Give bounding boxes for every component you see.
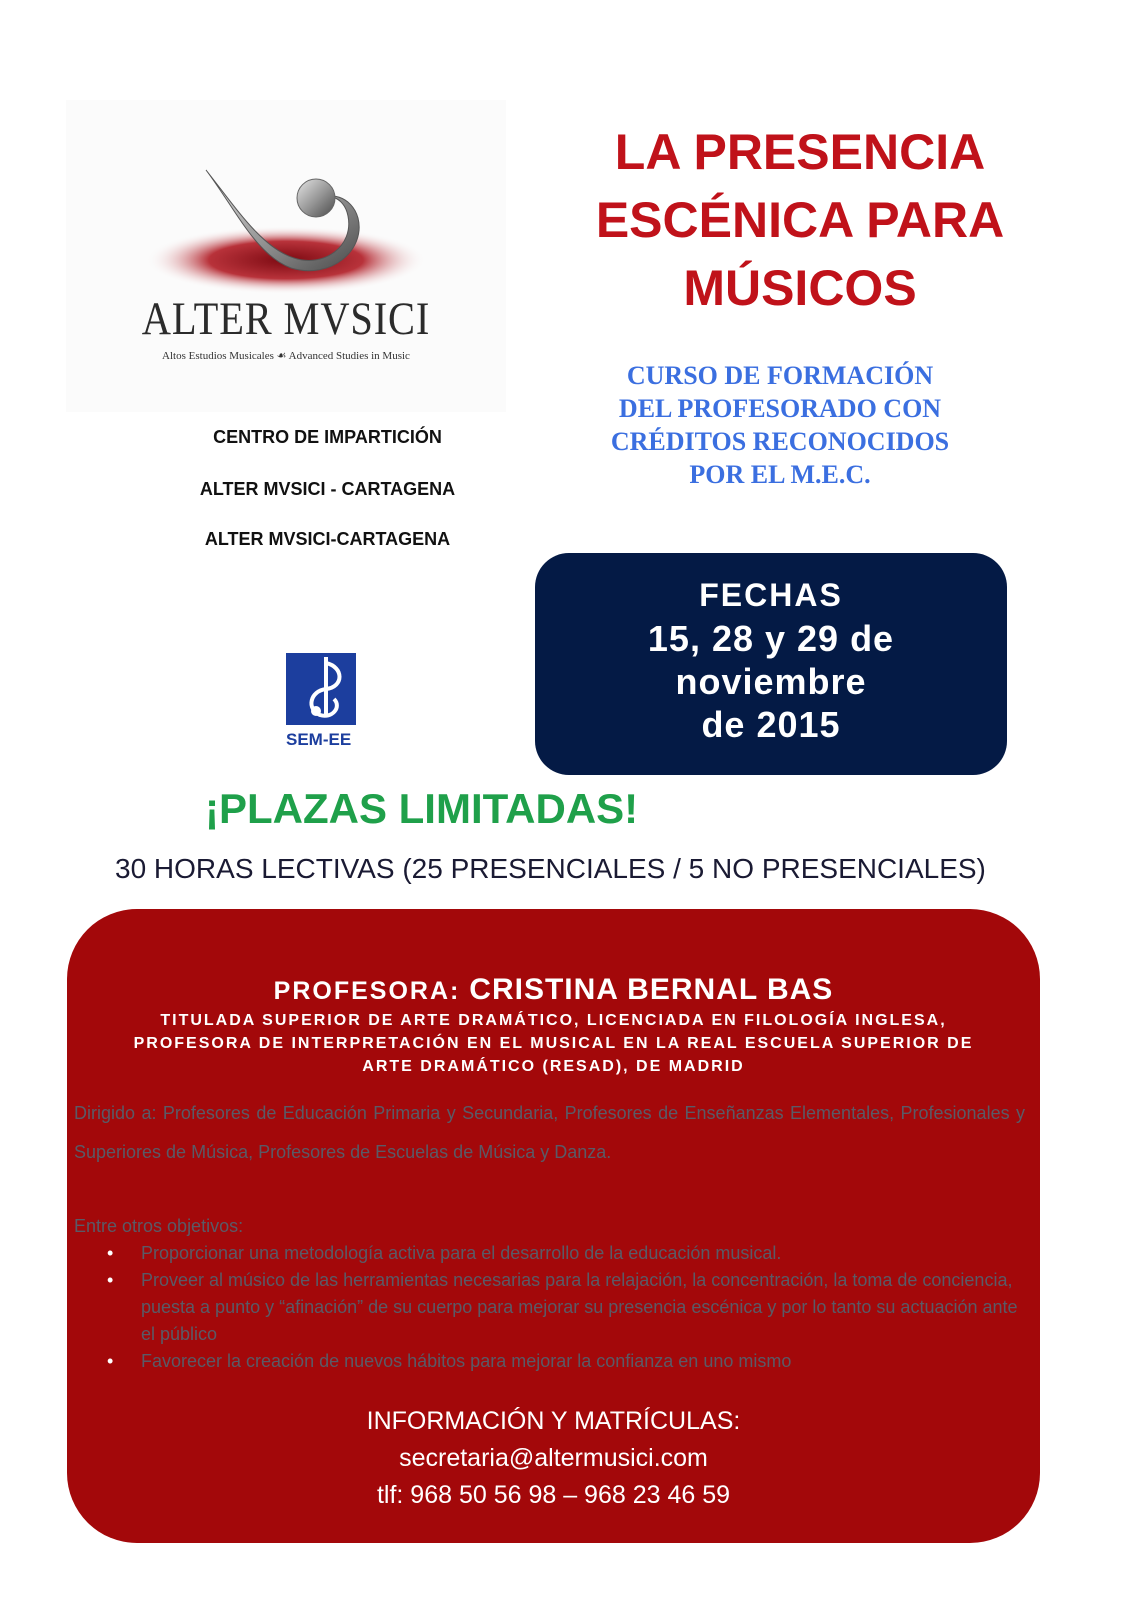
credentials-line: ARTE DRAMÁTICO (RESAD), DE MADRID — [362, 1058, 745, 1075]
goal-item — [107, 1240, 1025, 1267]
sem-ee-logo-icon — [286, 653, 356, 749]
bullet-icon: • — [107, 1351, 114, 1371]
subtitle-line: POR EL M.E.C. — [689, 460, 871, 489]
dates-value — [535, 617, 1007, 746]
bullet-icon: • — [107, 1243, 114, 1263]
dates-line: de 2015 — [701, 704, 841, 745]
dates-line: 15, 28 y 29 de — [647, 618, 895, 659]
alter-mvsici-logo — [66, 100, 506, 412]
title-line: LA PRESENCIA — [614, 124, 986, 180]
course-title — [540, 118, 1060, 322]
course-info-panel — [67, 909, 1040, 1543]
goals-list — [107, 1240, 1025, 1375]
contact-info — [67, 1403, 1040, 1514]
limited-places-banner: ¡PLAZAS LIMITADAS! — [205, 785, 639, 832]
course-subtitle — [560, 359, 1000, 491]
brand-tagline: Altos Estudios Musicales ☙ Advanced Studies in Music — [162, 350, 410, 362]
center-name-repeat: ALTER MVSICI-CARTAGENA — [204, 529, 451, 546]
subtitle-line: CURSO DE FORMACIÓN — [626, 361, 934, 390]
title-line: MÚSICOS — [683, 260, 917, 316]
sem-ee-label: SEM-EE — [286, 730, 352, 749]
goal-item — [107, 1348, 1025, 1375]
title-line: ESCÉNICA PARA — [595, 192, 1005, 248]
brand-name: ALTER MVSICI — [141, 293, 431, 345]
center-name: ALTER MVSICI - CARTAGENA — [199, 479, 456, 499]
dates-line: noviembre — [675, 661, 867, 702]
bass-clef-swoosh-icon — [66, 100, 506, 412]
bullet-icon: • — [107, 1270, 114, 1290]
credentials-line: TITULADA SUPERIOR DE ARTE DRAMÁTICO, LICENCIADA EN FILOLOGÍA INGLESA, — [160, 1012, 947, 1029]
target-audience: Dirigido a: Profesores de Educación Primaria y Secundaria, Profesores de Enseñanzas Elementales, Profesionales y Superiores de Música, Profesores de Escuelas de Música y Danza. — [74, 1103, 1025, 1162]
teacher-name: CRISTINA BERNAL BAS — [469, 973, 834, 1006]
subtitle-line: DEL PROFESORADO CON — [618, 394, 942, 423]
contact-phone: tlf: 968 50 56 98 – 968 23 46 59 — [376, 1481, 731, 1509]
goal-text: Proveer al músico de las herramientas necesarias para la relajación, la concentración, la toma de conciencia, puesta a punto y “afinación” de su cuerpo para mejorar su presencia escénica y por lo tanto su actuación ante el público — [141, 1270, 1018, 1344]
center-name-clipped — [120, 529, 535, 546]
subtitle-line: CRÉDITOS RECONOCIDOS — [610, 427, 950, 456]
dates-label: FECHAS — [699, 577, 843, 613]
goal-text: Proporcionar una metodología activa para el desarrollo de la educación musical. — [141, 1243, 782, 1263]
teacher-label: PROFESORA: — [273, 977, 470, 1005]
contact-email[interactable]: secretaria@altermusici.com — [399, 1444, 708, 1472]
teaching-hours: 30 HORAS LECTIVAS (25 PRESENCIALES / 5 NO PRESENCIALES) — [115, 853, 986, 884]
contact-heading: INFORMACIÓN Y MATRÍCULAS: — [366, 1407, 741, 1435]
credentials-line: PROFESORA DE INTERPRETACIÓN EN EL MUSICAL EN LA REAL ESCUELA SUPERIOR DE — [133, 1035, 974, 1052]
teacher-credentials — [67, 1009, 1040, 1078]
goal-text: Favorecer la creación de nuevos hábitos para mejorar la confianza en uno mismo — [141, 1351, 792, 1371]
goals-intro: Entre otros objetivos: — [74, 1216, 244, 1236]
center-heading: CENTRO DE IMPARTICIÓN — [213, 427, 442, 447]
dates-panel — [535, 553, 1007, 775]
goal-item — [107, 1267, 1025, 1348]
teacher-heading — [67, 973, 1040, 1007]
